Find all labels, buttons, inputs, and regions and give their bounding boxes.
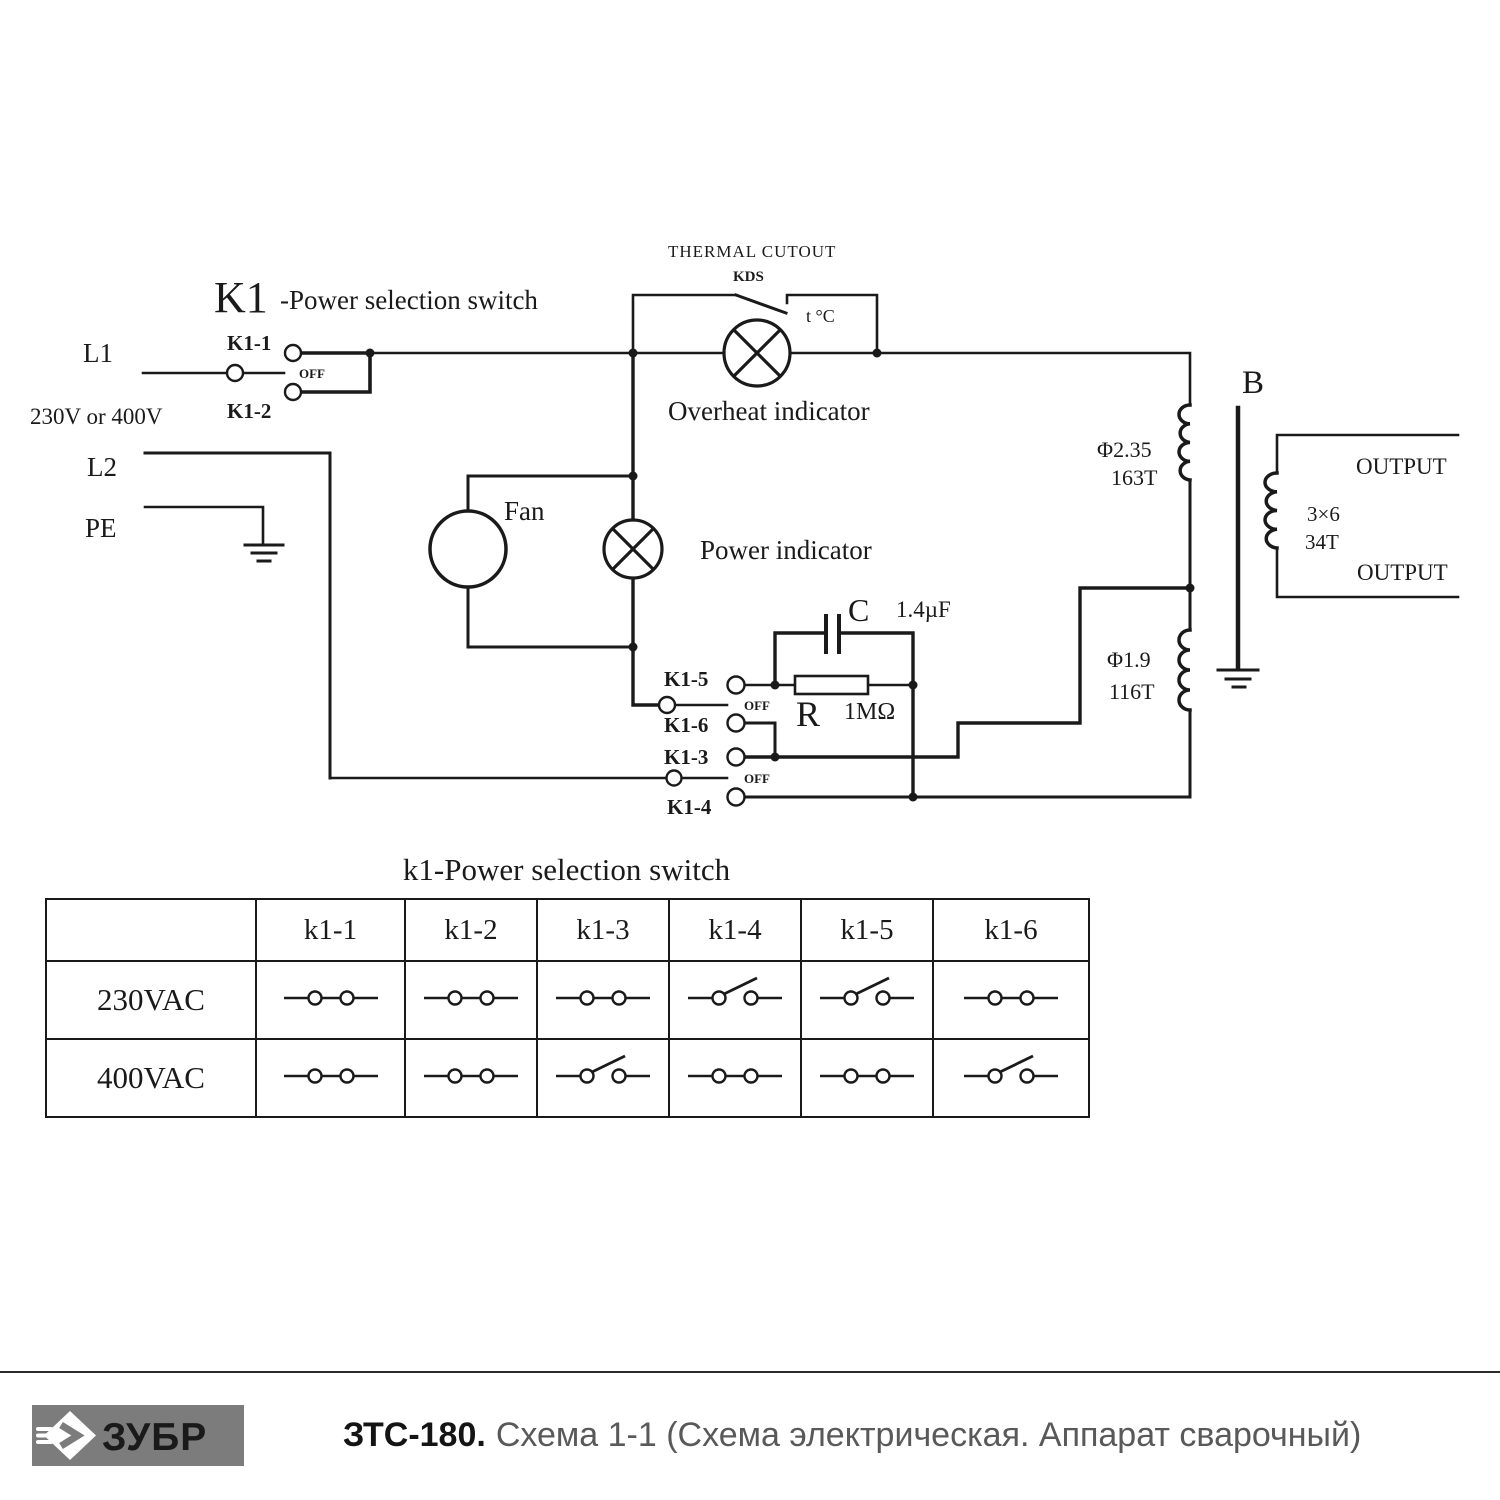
table-corner-cell	[46, 899, 256, 961]
k1-common-pivot-top	[227, 365, 243, 381]
label-l2: L2	[87, 452, 117, 482]
switch-symbol-closed	[959, 976, 1063, 1020]
switch-state-cell	[256, 1039, 405, 1117]
switch-state-cell	[933, 1039, 1089, 1117]
label-k1-2: K1-2	[227, 399, 272, 423]
table-header-k1-1: k1-1	[256, 899, 405, 961]
table-row-label-400vac: 400VAC	[46, 1039, 256, 1117]
label-k1-3: K1-3	[664, 745, 709, 769]
label-resistor-name: R	[796, 694, 821, 734]
switch-state-cell	[801, 961, 933, 1039]
label-fan: Fan	[504, 496, 545, 526]
switch-symbol-open	[683, 976, 787, 1020]
switch-symbol-open	[815, 976, 919, 1020]
switch-symbol-open	[959, 1054, 1063, 1098]
power-indicator-lamp-icon	[604, 520, 662, 578]
label-thermal-cutout: THERMAL CUTOUT	[668, 242, 837, 261]
label-k1-4: K1-4	[667, 795, 712, 819]
label-capacitor-value: 1.4µF	[896, 597, 951, 622]
label-voltage: 230V or 400V	[30, 404, 163, 429]
core-ground-icon	[1218, 670, 1258, 687]
label-l1: L1	[83, 338, 113, 368]
wire-pe	[145, 507, 263, 545]
switch-state-cell	[669, 1039, 801, 1117]
label-primary1-turns: 163T	[1111, 465, 1158, 490]
label-power-indicator: Power indicator	[700, 535, 872, 565]
switch-state-cell	[537, 961, 669, 1039]
table-header-k1-2: k1-2	[405, 899, 537, 961]
label-resistor-value: 1MΩ	[844, 699, 896, 725]
switch-state-cell	[537, 1039, 669, 1117]
wire-k1-6	[744, 723, 775, 757]
overheat-indicator-lamp-icon	[724, 320, 790, 386]
label-overheat-indicator: Overheat indicator	[668, 396, 870, 426]
switch-state-cell	[405, 961, 537, 1039]
table-header-k1-6: k1-6	[933, 899, 1089, 961]
switch-symbol-closed	[419, 976, 523, 1020]
resistor-body	[795, 676, 868, 694]
label-off-bottom: OFF	[744, 771, 770, 786]
table-row-label-230vac: 230VAC	[46, 961, 256, 1039]
switch-symbol-closed	[279, 976, 383, 1020]
k1-title: K1	[214, 273, 268, 322]
model-label: ЗТС-180.	[343, 1416, 486, 1454]
label-output-top: OUTPUT	[1356, 454, 1447, 479]
k1-subtitle: -Power selection switch	[280, 285, 538, 315]
switch-state-cell	[405, 1039, 537, 1117]
label-primary1-wire: Φ2.35	[1097, 437, 1152, 462]
label-kds: KDS	[733, 269, 764, 285]
switch-symbol-closed	[815, 1054, 919, 1098]
table-header-k1-4: k1-4	[669, 899, 801, 961]
contact-k1-5	[728, 677, 745, 694]
footer	[32, 1405, 1361, 1466]
footer-divider	[0, 1371, 1500, 1373]
switch-symbol-closed	[551, 976, 655, 1020]
switch-symbol-open	[551, 1054, 655, 1098]
label-transformer-b: B	[1242, 365, 1265, 401]
label-off-mid: OFF	[744, 698, 770, 713]
label-pe: PE	[85, 513, 117, 543]
k1-3-pivot	[667, 771, 682, 786]
label-output-bottom: OUTPUT	[1357, 560, 1448, 585]
label-primary2-wire: Φ1.9	[1107, 647, 1151, 672]
switch-state-cell	[669, 961, 801, 1039]
k1-5-pivot	[659, 697, 675, 713]
contact-k1-3	[728, 749, 745, 766]
label-capacitor-name: C	[848, 592, 870, 628]
switch-symbol-closed	[683, 1054, 787, 1098]
label-primary2-turns: 116T	[1109, 679, 1155, 704]
pe-ground-icon	[245, 545, 283, 561]
label-k1-6: K1-6	[664, 713, 709, 737]
capacitor-plates	[826, 616, 839, 652]
label-secondary-wire: 3×6	[1307, 502, 1340, 526]
contact-k1-2	[285, 384, 301, 400]
wire-l2	[145, 453, 330, 778]
fan-motor-icon	[430, 511, 506, 587]
primary-winding-1	[1179, 405, 1190, 480]
label-secondary-turns: 34T	[1305, 530, 1339, 554]
contact-k1-4	[728, 789, 745, 806]
switch-state-cell	[256, 961, 405, 1039]
contact-k1-6	[728, 715, 745, 732]
table-title: k1-Power selection switch	[402, 852, 731, 887]
kds-switch-arm	[736, 295, 786, 313]
label-k1-5: K1-5	[664, 667, 709, 691]
zubr-logo	[32, 1405, 244, 1466]
switch-state-cell	[933, 961, 1089, 1039]
table-header-k1-5: k1-5	[801, 899, 933, 961]
switch-symbol-closed	[279, 1054, 383, 1098]
logo-brand-text: ЗУБР	[102, 1416, 208, 1459]
label-k1-1: K1-1	[227, 331, 272, 355]
scheme-description: Схема 1-1 (Схема электрическая. Аппарат сварочный)	[495, 1416, 1362, 1454]
footer-caption	[343, 1416, 1361, 1455]
label-off-top: OFF	[299, 366, 325, 381]
switch-state-cell	[801, 1039, 933, 1117]
contact-k1-1	[285, 345, 301, 361]
label-temp: t °C	[806, 306, 835, 326]
power-selection-table	[45, 898, 1090, 1118]
switch-symbol-closed	[419, 1054, 523, 1098]
secondary-winding	[1265, 473, 1277, 548]
table-header-k1-3: k1-3	[537, 899, 669, 961]
primary-winding-2	[1179, 630, 1190, 710]
